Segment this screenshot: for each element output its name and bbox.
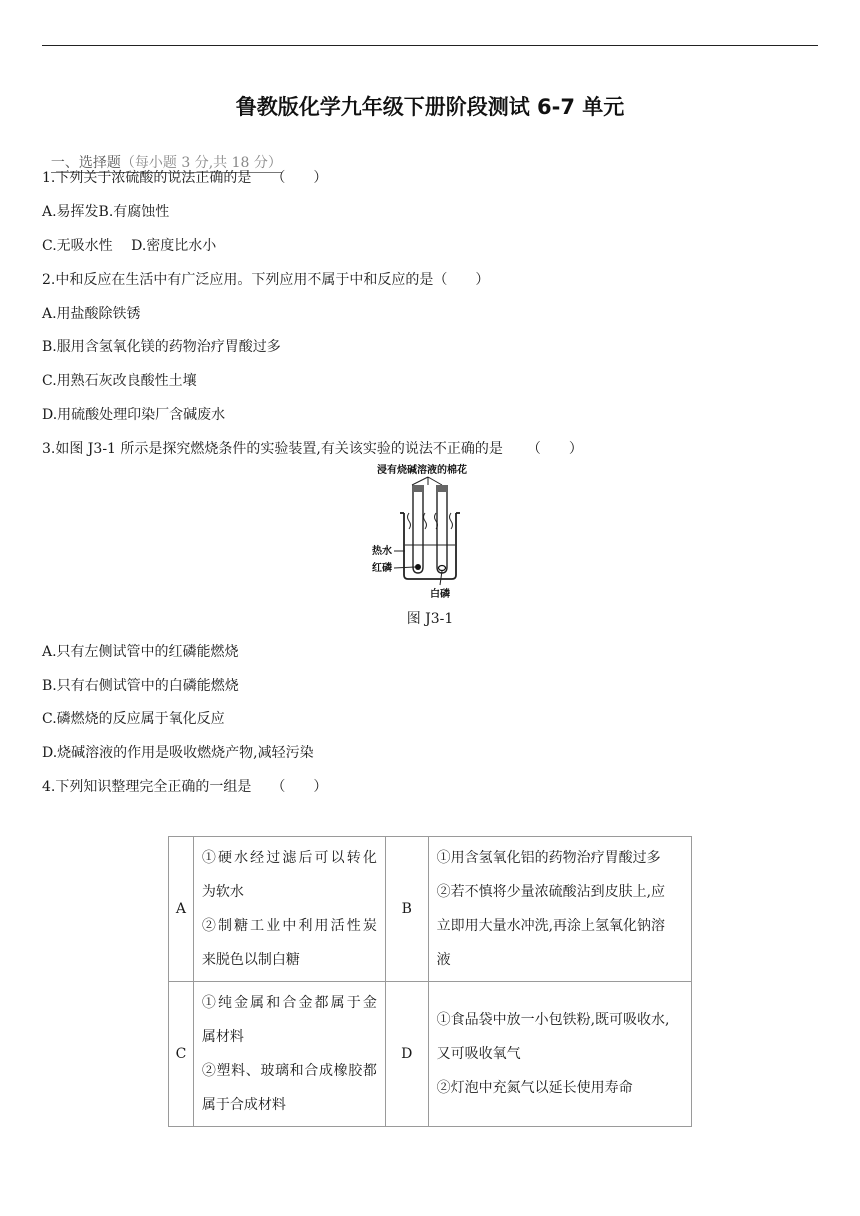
label-cotton: 浸有烧碱溶液的棉花 xyxy=(377,465,467,476)
option-text-line: ②若不慎将少量浓硫酸沾到皮肤上,应 xyxy=(436,884,666,900)
option-text-line: 立即用大量水冲洗,再涂上氢氧化钠溶 xyxy=(436,918,666,934)
option-text-line: 来脱色以制白糖 xyxy=(201,952,300,968)
question-2-option-b: B.服用含氢氧化镁的药物治疗胃酸过多 xyxy=(42,339,281,355)
question-stem-text: 4.下列知识整理完全正确的一组是 xyxy=(42,779,252,795)
section-label: 一、选择题 xyxy=(50,155,121,171)
top-rule xyxy=(42,45,818,46)
question-2-stem xyxy=(42,271,489,289)
label-hot-water: 热水 xyxy=(372,546,392,557)
answer-parentheses: （ ） xyxy=(271,170,328,186)
question-3-option-b: B.只有右侧试管中的白磷能燃烧 xyxy=(42,678,239,694)
cotton-plug-right xyxy=(437,485,447,492)
white-phosphorus xyxy=(439,566,446,571)
options-table xyxy=(168,836,692,1127)
answer-parentheses: （ ） xyxy=(271,779,328,795)
question-2-option-a: A.用盐酸除铁锈 xyxy=(42,306,141,322)
left-test-tube xyxy=(413,485,423,573)
question-1-option-line: C.无吸水性 D.密度比水小 xyxy=(42,238,217,254)
label-pointer-line xyxy=(394,567,415,568)
option-text-line: 属于合成材料 xyxy=(201,1097,286,1113)
cotton-plug-left xyxy=(413,485,423,492)
red-phosphorus xyxy=(415,564,421,570)
label-pointer-line xyxy=(428,477,442,485)
option-text-line: ①用含氢氧化铝的药物治疗胃酸过多 xyxy=(436,850,661,866)
page-title: 鲁教版化学九年级下册阶段测试 6-7 单元 xyxy=(235,95,625,119)
steam-wave xyxy=(450,513,453,529)
option-c-content xyxy=(193,982,385,1127)
option-a-content xyxy=(193,837,385,982)
option-text-line: 为软水 xyxy=(201,884,244,900)
question-stem-text: 2.中和反应在生活中有广泛应用。下列应用不属于中和反应的是 xyxy=(42,272,434,288)
option-text-line: ②塑料、玻璃和合成橡胶都 xyxy=(201,1063,377,1079)
option-letter: A xyxy=(169,837,194,982)
question-1-option-line: A.易挥发B.有腐蚀性 xyxy=(42,204,170,220)
label-red-phosphorus: 红磷 xyxy=(372,563,392,574)
question-stem-text: 3.如图 J3-1 所示是探究燃烧条件的实验装置,有关该实验的说法不正确的是 xyxy=(42,441,503,457)
figure-caption: 图 J3-1 xyxy=(406,611,454,627)
beaker xyxy=(404,513,456,579)
question-2-option-c: C.用熟石灰改良酸性土壤 xyxy=(42,373,197,389)
answer-parentheses: （ ） xyxy=(433,272,490,288)
question-1-stem xyxy=(42,169,327,187)
steam-wave xyxy=(424,513,427,529)
option-text-line: 液 xyxy=(436,952,451,968)
option-letter: D xyxy=(385,982,428,1127)
option-text-line: ①硬水经过滤后可以转化 xyxy=(201,850,377,866)
option-text-line: ②制糖工业中利用活性炭 xyxy=(201,918,377,934)
label-white-phosphorus: 白磷 xyxy=(430,589,450,600)
steam-wave xyxy=(408,513,411,529)
option-text-line: 又可吸收氧气 xyxy=(436,1046,521,1062)
question-2-option-d: D.用硫酸处理印染厂含碱废水 xyxy=(42,407,226,423)
question-stem-text: 1.下列关于浓硫酸的说法正确的是 xyxy=(42,170,252,186)
label-pointer-line xyxy=(412,477,428,485)
option-letter: C xyxy=(169,982,194,1127)
answer-parentheses: （ ） xyxy=(526,441,583,457)
option-text-line: 属材料 xyxy=(201,1029,244,1045)
question-3-option-d: D.烧碱溶液的作用是吸收燃烧产物,减轻污染 xyxy=(42,745,314,761)
experiment-figure xyxy=(360,463,500,603)
question-4-stem xyxy=(42,778,327,796)
option-letter: B xyxy=(385,837,428,982)
table-row xyxy=(169,982,692,1127)
option-text-line: ①食品袋中放一小包铁粉,既可吸收水, xyxy=(436,1012,670,1028)
section-note: （每小题 3 分,共 18 分） xyxy=(120,155,282,171)
question-3-option-a: A.只有左侧试管中的红磷能燃烧 xyxy=(42,644,239,660)
section-header xyxy=(42,136,282,172)
table-row xyxy=(169,837,692,982)
option-d-content xyxy=(428,982,691,1127)
option-text-line: ②灯泡中充氮气以延长使用寿命 xyxy=(436,1080,633,1096)
option-text-line: ①纯金属和合金都属于金 xyxy=(201,995,377,1011)
right-test-tube xyxy=(437,485,447,573)
option-b-content xyxy=(428,837,691,982)
question-3-stem xyxy=(42,440,583,458)
beaker-apparatus-diagram xyxy=(360,463,500,603)
question-3-option-c: C.磷燃烧的反应属于氧化反应 xyxy=(42,711,225,727)
